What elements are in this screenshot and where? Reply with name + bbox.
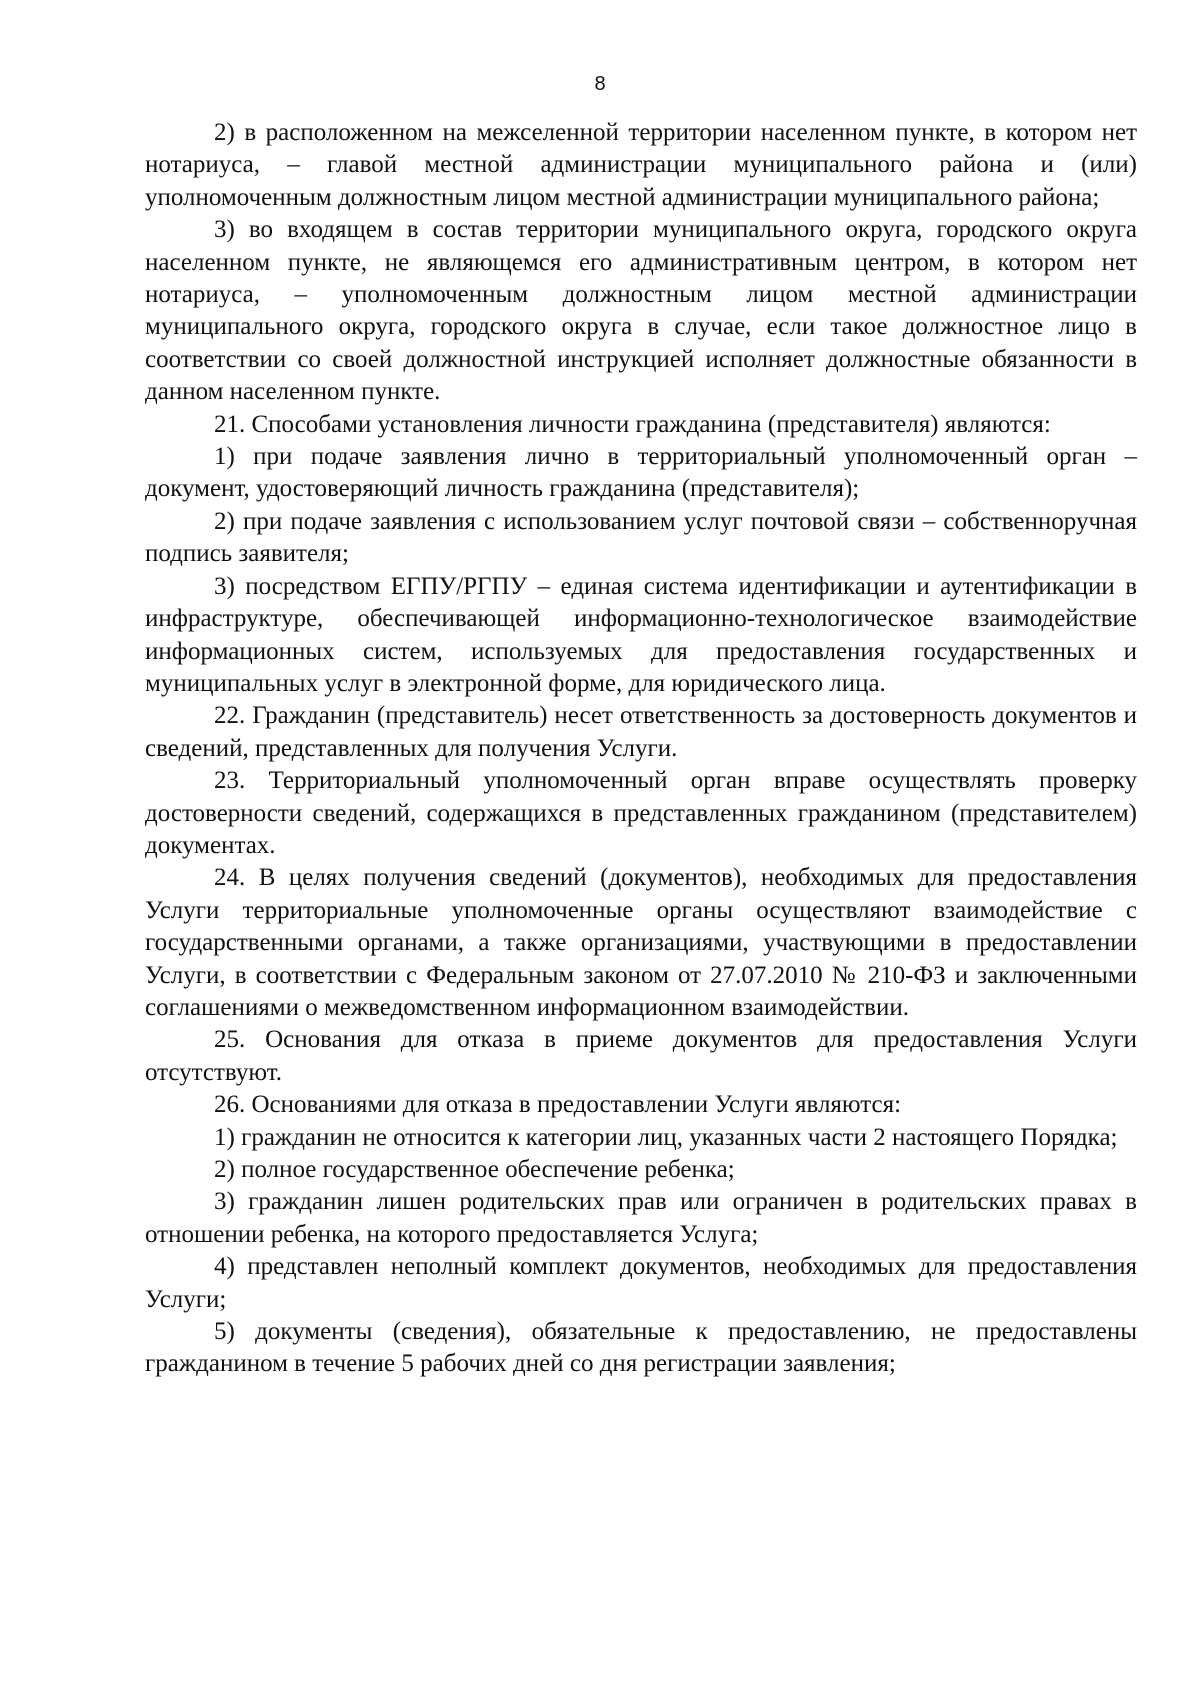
paragraph-item-3-settlement: 3) во входящем в состав территории муниципального округа, городского округа населенном пункте, не являющемся его административным центром, в котором нет нотариуса, – уполномоченным должностным лицом местной администрации муниципального округа, городского округа в случае, если такое должностное лицо в соответствии со своей должностной инструкцией исполняет должностные обязанности в данном населенном пункте.: [145, 216, 1137, 406]
paragraph-26-item-4: 4) представлен неполный комплект документов, необходимых для предоставления Услуги;: [145, 1253, 1137, 1313]
paragraph-26: 26. Основаниями для отказа в предоставлении Услуги являются:: [214, 1091, 902, 1119]
paragraph-21-item-1: 1) при подаче заявления лично в территориальный уполномоченный орган – документ, удостоверяющий личность гражданина (представителя);: [145, 443, 1137, 503]
paragraph-24: 24. В целях получения сведений (документов), необходимых для предоставления Услуги территориальные уполномоченные органы осуществляют взаимодействие с государственными органами, а также организациями, участвующими в предоставлении Услуги, в соответствии с Федеральным законом от 27.07.2010 № 210-ФЗ и заключенными соглашениями о межведомственном информационном взаимодействии.: [145, 864, 1137, 1021]
page-number: 8: [594, 73, 606, 95]
paragraph-21-item-2: 2) при подаче заявления с использованием услуг почтовой связи – собственноручная подпись заявителя;: [145, 507, 1137, 568]
document-body: [145, 117, 1137, 1381]
paragraph-21-item-3: 3) посредством ЕГПУ/РГПУ – единая система идентификации и аутентификации в инфраструктуре, обеспечивающей информационно-технологическое взаимодействие информационных систем, используемых для предоставления государственных и муниципальных услуг в электронной форме, для юридического лица.: [145, 572, 1137, 697]
paragraph-26-item-3: 3) гражданин лишен родительских прав или ограничен в родительских правах в отношении ребенка, на которого предоставляется Услуга;: [145, 1188, 1137, 1248]
paragraph-26-item-1: 1) гражданин не относится к категории лиц, указанных части 2 настоящего Порядка;: [214, 1123, 1118, 1151]
paragraph-25: 25. Основания для отказа в приеме документов для предоставления Услуги отсутствуют.: [145, 1026, 1137, 1086]
paragraph-26-item-5: 5) документы (сведения), обязательные к предоставлению, не предоставлены гражданином в течение 5 рабочих дней со дня регистрации заявления;: [145, 1318, 1137, 1378]
paragraph-23: 23. Территориальный уполномоченный орган вправе осуществлять проверку достоверности сведений, содержащихся в представленных гражданином (представителем) документах.: [145, 767, 1137, 859]
paragraph-item-2-settlement: 2) в расположенном на межселенной территории населенном пункте, в котором нет нотариуса, – главой местной администрации муниципального района и (или) уполномоченным должностным лицом местной администрации муниципального района;: [145, 119, 1137, 211]
paragraph-26-item-2: 2) полное государственное обеспечение ребенка;: [214, 1156, 735, 1183]
paragraph-22: 22. Гражданин (представитель) несет ответственность за достоверность документов и сведений, представленных для получения Услуги.: [145, 702, 1137, 762]
paragraph-21: 21. Способами установления личности гражданина (представителя) являются:: [214, 410, 1051, 438]
